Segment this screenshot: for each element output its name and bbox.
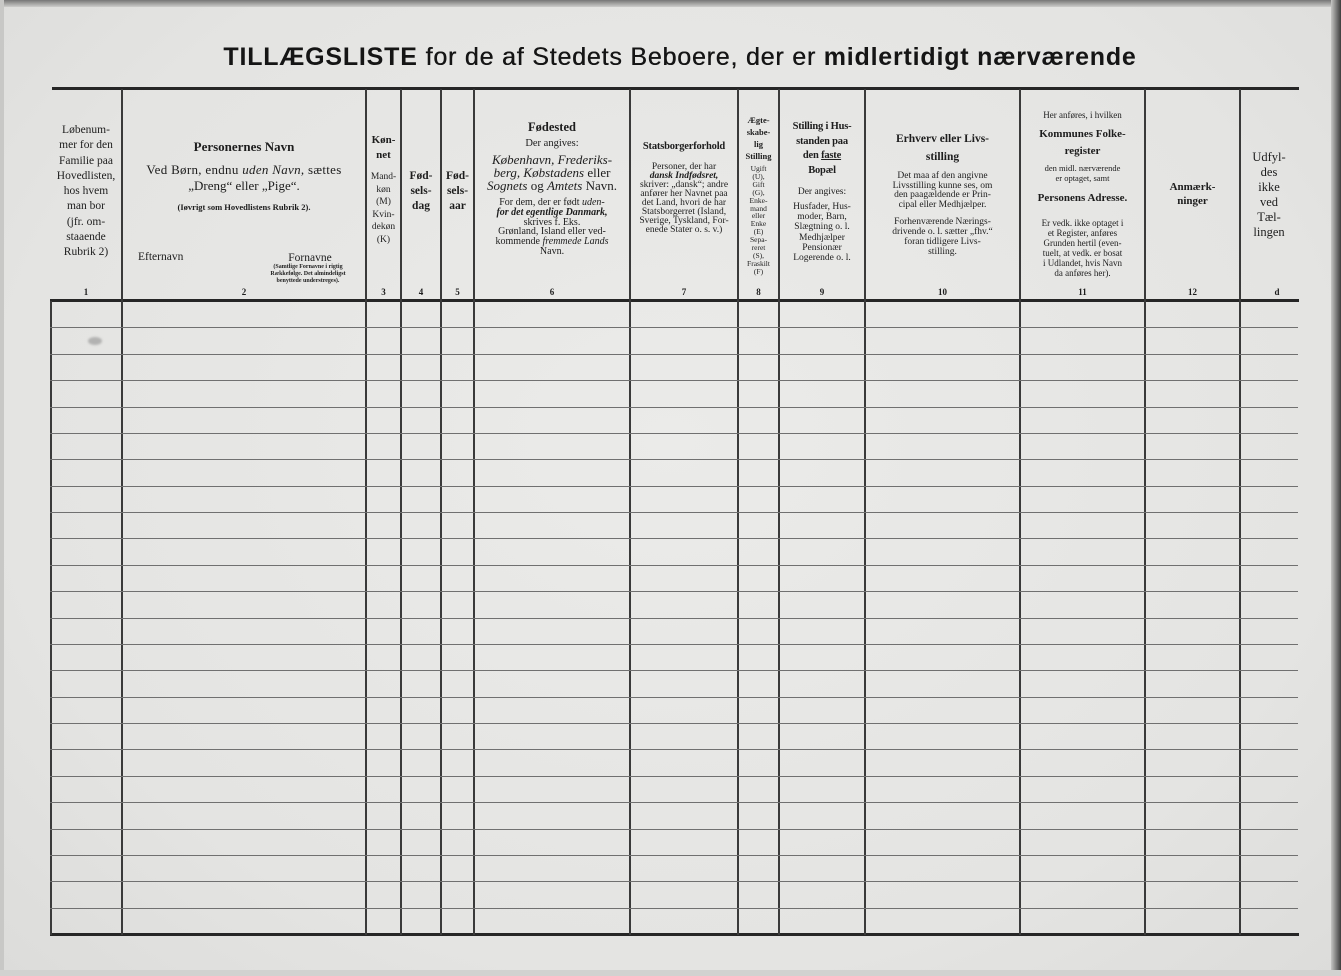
col-10-title: Erhverv eller Livs- stilling	[895, 133, 990, 163]
col-11-number: 11	[1078, 287, 1087, 297]
header-col-9	[779, 0, 865, 301]
row-line	[50, 565, 1298, 566]
header-col-6	[474, 0, 630, 301]
col-2-note: (Iøvrigt som Hovedlistens Rubrik 2).	[177, 202, 311, 212]
row-line	[50, 697, 1298, 698]
row-line	[50, 380, 1298, 381]
col-6-places	[474, 153, 630, 192]
row-line	[50, 723, 1298, 724]
col-8-text: Ugift (U), Gift (G), Enke- mand eller Enke (E) Sepa- reret (S), Fraskilt (F)	[747, 164, 770, 276]
col-6-intro: Der angives:	[525, 138, 579, 149]
row-line	[50, 829, 1298, 830]
col-6-line-8-b: fremmede Lands	[542, 236, 609, 248]
row-line	[50, 459, 1298, 460]
col-9-title-b-2: faste	[821, 150, 842, 161]
header-col-3	[366, 0, 401, 301]
col-6-line-2-a: berg, Købstadens	[493, 165, 585, 180]
header-col-11	[1020, 0, 1145, 301]
col-6-line-6: skrives f. Eks.	[523, 216, 581, 228]
col-6-abroad-note	[474, 198, 630, 257]
col-3-number: 3	[381, 287, 386, 297]
col-6-line-3-b: og	[527, 178, 547, 193]
col-7-title: Statsborgerforhold	[642, 141, 726, 152]
col-12-number: 12	[1188, 287, 1197, 297]
row-line	[50, 512, 1298, 513]
form-title-middle: for de af Stedets Beboere, der er	[417, 43, 824, 71]
col-2-title: Personernes Navn	[193, 139, 295, 154]
col-10-number: 10	[938, 287, 947, 297]
col-6-line-3-d: Navn.	[582, 178, 617, 193]
row-line	[50, 591, 1298, 592]
col-5-number: 5	[455, 287, 460, 297]
row-line	[50, 618, 1298, 619]
col-7-text	[630, 163, 738, 235]
row-line	[50, 644, 1298, 645]
col-6-line-9: Navn.	[539, 245, 565, 257]
col-9-title-b-1: den	[802, 150, 822, 161]
col-8-number: 8	[756, 287, 761, 297]
col-9-intro: Der angives:	[797, 187, 847, 197]
col-2-instruction-line-1	[122, 162, 366, 178]
col-2-given-names-label: Fornavne	[288, 252, 332, 264]
scan-edge-bottom	[0, 970, 1341, 976]
col-7-line-2: dansk Indfødsret,	[649, 171, 719, 181]
header-col-13	[1240, 0, 1298, 301]
form-title-main: TILLÆGSLISTE	[223, 43, 418, 71]
row-line	[50, 908, 1298, 909]
col-11-intro: Her anføres, i hvilken	[1043, 110, 1122, 120]
row-line	[50, 407, 1298, 408]
col-5-title: Fød- sels- aar	[446, 170, 469, 212]
row-line	[50, 538, 1298, 539]
header-col-10	[865, 0, 1020, 301]
col-7-line-1: Personer, der har	[651, 162, 717, 172]
col-1-number: 1	[83, 287, 89, 297]
col-2-given-names-note: (Samtlige Fornavne i rigtig Rækkefølge. Det almindeligst benyttede understreges).	[270, 264, 346, 284]
col-1-label: Løbenum- mer for den Familie paa Hovedlisten, hos hvem man bor (jfr. om- staaende Rubrik 2)	[56, 124, 116, 259]
row-line	[50, 433, 1298, 434]
header-col-8	[738, 0, 779, 301]
header-col-7	[630, 0, 738, 301]
col-6-line-2-b: eller	[584, 165, 611, 180]
col-2-line-1-c: sættes	[304, 162, 342, 177]
row-line	[50, 354, 1298, 355]
col-2-line-1-b: uden Navn,	[242, 162, 305, 177]
col-8-title: Ægte- skabe- lig Stilling	[745, 115, 772, 161]
col-6-number: 6	[549, 287, 555, 297]
row-line	[50, 855, 1298, 856]
row-line	[50, 802, 1298, 803]
col-6-title: Fødested	[528, 120, 576, 134]
row-line	[50, 776, 1298, 777]
header-col-4	[401, 0, 441, 301]
col-3-title: Køn- net	[371, 134, 396, 161]
col-6-line-1: København, Frederiks-	[491, 152, 613, 167]
row-line	[50, 327, 1298, 328]
col-7-number: 7	[681, 287, 687, 297]
header-col-1	[50, 0, 122, 301]
col-9-number: 9	[819, 287, 825, 297]
column-divider	[50, 301, 52, 935]
col-9-title	[779, 120, 865, 178]
col-11-paragraph: Er vedk. ikke optaget i et Register, anføres Grunden hertil (even- tuelt, at vedk. er bosat i Udlandet, hvis Navn da anføres her).	[1041, 218, 1124, 278]
col-6-line-3-a: Sognets	[486, 178, 528, 193]
col-7-rest: skriver: „dansk“; andre anfører her Navnet paa det Land, hvori de har Statsborgerret (Island, Sverige, Tyskland, For- enede Stater o. s. v.)	[639, 180, 729, 235]
col-6-line-5: for det egentlige Danmark,	[496, 206, 608, 218]
col-10-paragraph-2: Forhenværende Nærings- drivende o. l. sætter „fhv.“ foran tidligere Livs- stilling.	[892, 217, 993, 257]
header-col-5	[441, 0, 474, 301]
col-11-register-title: Kommunes Folke- register	[1039, 128, 1126, 157]
row-line	[50, 670, 1298, 671]
col-6-line-4-b: uden-	[581, 197, 605, 208]
table-bottom-rule	[50, 933, 1299, 936]
col-2-number: 2	[241, 287, 247, 297]
col-13-text: Udfyl- des ikke ved Tæl- lingen	[1252, 150, 1286, 239]
col-6-line-8-a: kommende	[495, 236, 543, 248]
col-9-title-b	[779, 149, 865, 164]
col-2-surname-label: Efternavn	[138, 251, 184, 263]
col-11-register-text: den midl. nærværende er optaget, samt	[1044, 163, 1121, 183]
scan-edge-left	[0, 0, 4, 976]
col-10-paragraph-1: Det maa af den angivne Livsstilling kunne ses, om den paagældende er Prin- cipal eller Medhjælper.	[892, 171, 993, 211]
col-2-line-1-a: Ved Børn, endnu	[146, 162, 243, 177]
col-6-line-7: Grønland, Island eller ved-	[498, 226, 606, 238]
col-6-line-4-a: For dem, der er født	[499, 197, 582, 208]
row-line	[50, 749, 1298, 750]
row-line	[50, 486, 1298, 487]
ink-smudge	[88, 337, 102, 345]
col-6-line-3-c: Amtets	[546, 178, 583, 193]
col-9-title-a: Stilling i Hus- standen paa	[792, 121, 852, 147]
col-12-title: Anmærk- ninger	[1169, 181, 1216, 207]
col-4-number: 4	[418, 287, 424, 297]
col-3-text: Mand- køn (M) Kvin- dekøn (K)	[370, 172, 397, 245]
col-4-title: Fød- sels- dag	[409, 170, 433, 212]
header-col-2	[122, 0, 366, 301]
col-6-line-3	[474, 179, 630, 192]
col-11-address-title: Personens Adresse.	[1037, 192, 1128, 204]
col-9-title-c: Bopæl	[808, 164, 836, 176]
col-2-instruction-line-2: „Dreng“ eller „Pige“.	[188, 178, 300, 193]
col-9-text: Husfader, Hus- moder, Barn, Slægtning o. l. Medhjælper Pensionær Logerende o. l.	[793, 202, 851, 264]
scan-edge-right	[1331, 0, 1341, 976]
col-13-number: d	[1274, 287, 1280, 297]
form-title-end: midlertidigt nærværende	[823, 43, 1137, 71]
header-col-12	[1145, 0, 1240, 301]
row-line	[50, 881, 1298, 882]
